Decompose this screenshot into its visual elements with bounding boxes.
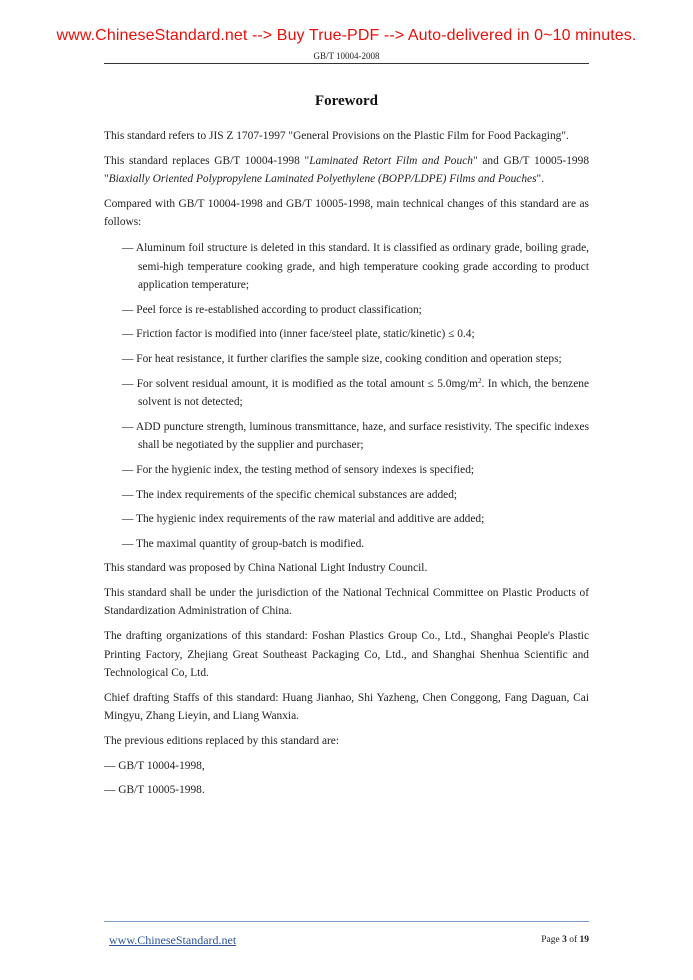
header-divider xyxy=(104,63,589,64)
list-item: — For the hygienic index, the testing method of sensory indexes is specified; xyxy=(122,463,475,476)
page-title: Foreword xyxy=(314,93,379,109)
standard-code: GB/T 10004-2008 xyxy=(313,51,380,61)
paragraph-drafting-orgs: The drafting organizations of this standard: Foshan Plastics Group Co., Ltd., Shanghai People's Plastic Printing Factory, Zhejiang Great Southeast Packaging Co, Ltd., and Shanghai Shenhua Scientific and Technological Co, Ltd. xyxy=(104,630,589,680)
page-label: Page xyxy=(541,935,560,945)
list-item: — ADD puncture strength, luminous transmittance, haze, and surface resistivity. The specific indexes shall be negotiated by the supplier and purchaser; xyxy=(122,420,589,452)
list-item: — The index requirements of the specific chemical substances are added; xyxy=(122,488,458,501)
paragraph-reference: This standard refers to JIS Z 1707-1997 "General Provisions on the Plastic Film for Food Packaging". xyxy=(104,130,569,142)
solvent-text-1: — For solvent residual amount, it is modified as the total amount ≤ 5.0mg/m xyxy=(122,377,479,390)
replaced-title-2: Biaxially Oriented Polypropylene Laminated Polyethylene (BOPP/LDPE) Films and Pouches xyxy=(108,173,537,186)
footer-divider xyxy=(104,921,589,922)
paragraph-jurisdiction: This standard shall be under the jurisdiction of the National Technical Committee on Plastic Products of Standardization Administration of China. xyxy=(104,586,589,618)
paragraph-replaces xyxy=(104,152,589,189)
promo-banner-link[interactable]: www.ChineseStandard.net --> Buy True-PDF --> Auto-delivered in 0~10 minutes. xyxy=(56,27,637,44)
paragraph-proposed: This standard was proposed by China National Light Industry Council. xyxy=(104,562,428,575)
footer-site-link[interactable]: www.ChineseStandard.net xyxy=(109,933,237,947)
list-item: — Aluminum foil structure is deleted in this standard. It is classified as ordinary grade, boiling grade, semi-high temperature cooking grade, and high temperature cooking grade according to product application temperature; xyxy=(122,241,589,292)
page-total: 19 xyxy=(579,935,589,945)
replaces-text-1: This standard replaces GB/T 10004-1998 " xyxy=(104,154,310,167)
previous-edition-item: — GB/T 10004-1998, xyxy=(104,759,205,772)
paragraph-previous-intro: The previous editions replaced by this standard are: xyxy=(104,735,340,748)
list-item: — Friction factor is modified into (inner face/steel plate, static/kinetic) ≤ 0.4; xyxy=(122,328,475,341)
page-indicator xyxy=(541,935,589,945)
list-item: — For heat resistance, it further clarifies the sample size, cooking condition and operation steps; xyxy=(122,352,562,365)
previous-edition-item: — GB/T 10005-1998. xyxy=(104,784,205,797)
list-item: — Peel force is re-established according to product classification; xyxy=(122,303,422,316)
list-item-solvent xyxy=(104,375,589,412)
replaced-title-1: Laminated Retort Film and Pouch xyxy=(309,154,473,167)
paragraph-drafting-staff: Chief drafting Staffs of this standard: Huang Jianhao, Shi Yazheng, Chen Conggong, Fang Daguan, Cai Mingyu, Zhang Lieyin, and Liang Wanxia. xyxy=(104,691,589,723)
list-item: — The hygienic index requirements of the raw material and additive are added; xyxy=(122,513,485,526)
foreword-body xyxy=(104,127,589,806)
paragraph-changes-intro: Compared with GB/T 10004-1998 and GB/T 10005-1998, main technical changes of this standard are as follows: xyxy=(104,197,589,229)
page-current: 3 xyxy=(562,935,567,945)
replaces-text-2: " and GB/T 10005-1998 " xyxy=(104,154,590,186)
solvent-superscript: 2 xyxy=(478,376,482,385)
list-item: — The maximal quantity of group-batch is modified. xyxy=(122,537,365,550)
solvent-text-2: . In which, the benzene solvent is not detected; xyxy=(138,377,589,409)
replaces-text-3: ". xyxy=(536,173,545,186)
page-of: of xyxy=(569,935,578,945)
